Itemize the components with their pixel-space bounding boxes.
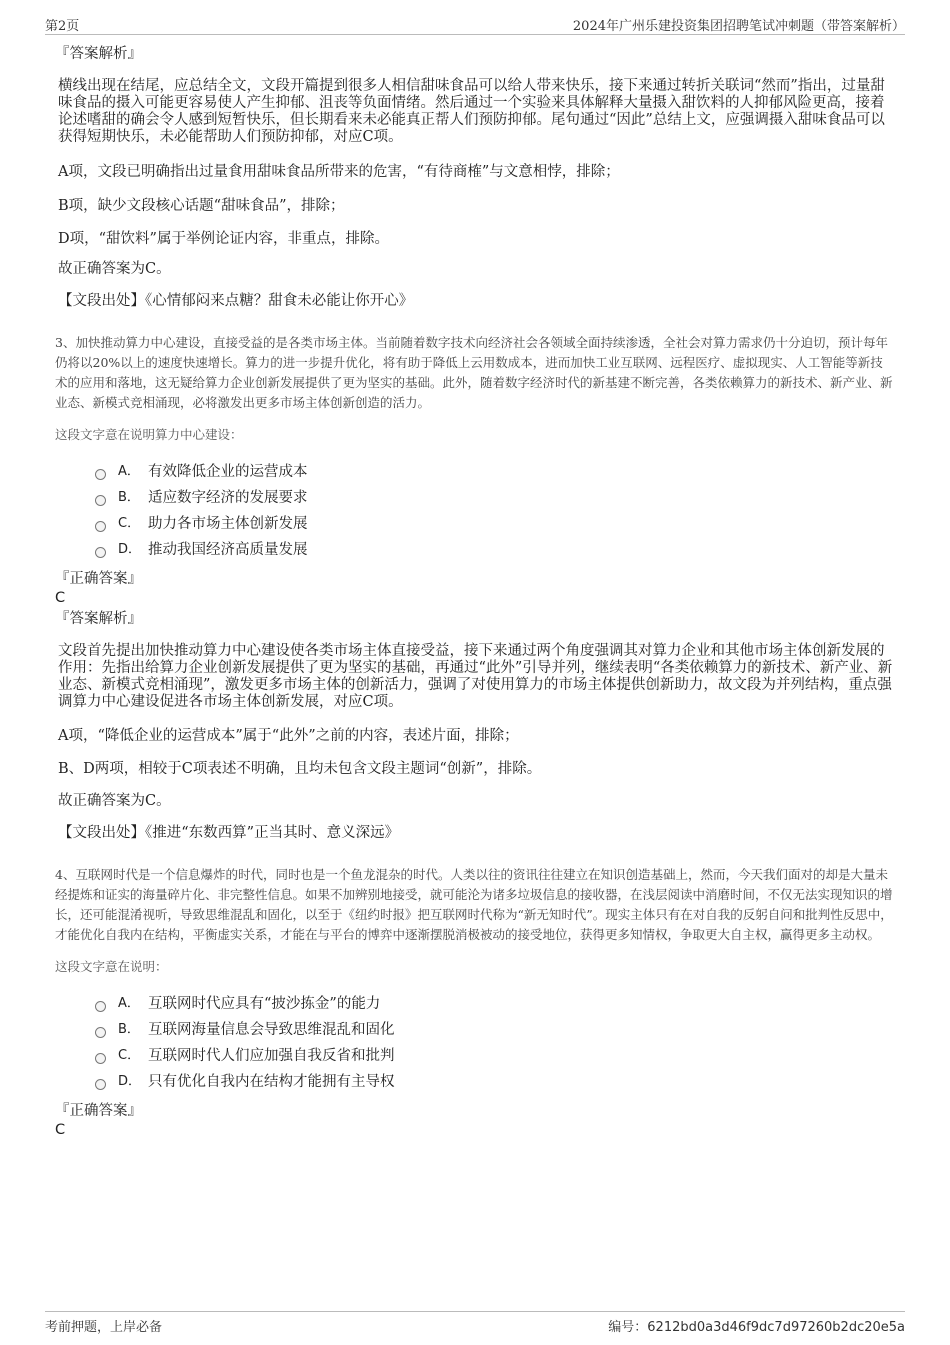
option-letter: D． [118,542,142,557]
option-text: 推动我国经济高质量发展 [148,542,308,558]
option-text: 助力各市场主体创新发展 [148,516,308,532]
option-letter: C． [118,1048,141,1063]
analysis-explanation: 横线出现在结尾，应总结全文，文段开篇提到很多人相信甜味食品可以给人带来快乐，接下来通过转折关联词“然而”指出，过量甜味食品的摄入可能更容易使人产生抑郁、沮丧等负面情绪。然后通过一个实验来具体解释大量摄入甜饮料的人抑郁风险更高，接着论述嗜甜的确会令人感到短暂快乐，但长期看来未必能真正帮人们预防抑郁。尾句通过“因此”总结上文，应强调摄入甜味食品可以获得短期快乐，未必能帮助人们预防抑郁，对应C项。 [58,78,885,145]
radio-icon[interactable] [95,1027,106,1038]
question-4-text: 4、互联网时代是一个信息爆炸的时代，同时也是一个鱼龙混杂的时代。人类以往的资讯往往建立在知识创造基础上，然而，今天我们面对的却是大量未经提炼和证实的海量碎片化、非完整性信息。如果不加辨别地接受，就可能沦为诸多垃圾信息的接收器，在浅层阅读中消磨时间，不仅无法实现知识的增长，还可能混淆视听，导致思维混乱和固化，以至于《纽约时报》把互联网时代称为“新无知时代”。现实主体只有在对自我的反躬自问和批判性反思中，才能优化自我内在结构，平衡虚实关系，才能在与平台的博弈中逐渐摆脱消极被动的接受地位，获得更多知情权，争取更大自主权，赢得更多主动权。 [55,867,893,942]
source-citation: 【文段出处】《心情郁闷来点糖？甜食未必能让你开心》 [58,293,414,309]
radio-icon[interactable] [95,469,106,480]
option-letter: A． [118,996,140,1011]
correct-answer: C [55,590,66,606]
footer-slogan: 考前押题，上岸必备 [45,1320,163,1335]
option-a[interactable] [95,459,895,485]
analysis-explanation: 文段首先提出加快推动算力中心建设使各类市场主体直接受益，接下来通过两个角度强调其对算力企业和其他市场主体创新发展的作用：先指出给算力企业创新发展提供了更为坚实的基础，再通过“此外”引导并列，继续表明“各类依赖算力的新技术、新产业、新业态、新模式竞相涌现”，激发更多市场主体的创新活力，强调了对使用算力的市场主体提供创新助力，故文段为并列结构，重点强调算力中心建设促进各市场主体创新发展，对应C项。 [58,643,893,710]
source-citation: 【文段出处】《推进“东数西算”正当其时、意义深远》 [58,825,400,841]
option-text: 只有优化自我内在结构才能拥有主导权 [148,1074,395,1090]
correct-answer-label: 『正确答案』 [55,1103,142,1119]
radio-icon[interactable] [95,547,106,558]
option-b[interactable] [95,1017,895,1043]
option-c[interactable] [95,1043,895,1069]
analysis-label: 『答案解析』 [55,611,142,627]
document-code: 编号：6212bd0a3d46f9dc7d97260b2dc20e5a [608,1320,905,1335]
question-3-options [95,459,895,563]
page-content [55,44,895,1139]
analysis-note: B、D两项，相较于C项表述不明确，且均未包含文段主题词“创新”，排除。 [58,761,542,777]
final-answer-note: 故正确答案为C。 [58,793,171,809]
analysis-note: A项，文段已明确指出过量食用甜味食品所带来的危害，“有待商榷”与文意相悖，排除； [58,164,620,180]
page-footer [45,1311,905,1338]
radio-icon[interactable] [95,1053,106,1064]
page-number: 第2页 [45,19,80,34]
analysis-note: A项，“降低企业的运营成本”属于“此外”之前的内容，表述片面，排除； [58,728,519,744]
option-d[interactable] [95,537,895,563]
analysis-note: B项，缺少文段核心话题“甜味食品”，排除； [58,198,345,214]
option-letter: A． [118,464,140,479]
question-4-options [95,991,895,1095]
document-title: 2024年广州乐建投资集团招聘笔试冲刺题（带答案解析） [572,19,905,34]
option-c[interactable] [95,511,895,537]
option-letter: B． [118,1022,140,1037]
correct-answer: C [55,1122,66,1138]
question-3-text: 3、加快推动算力中心建设，直接受益的是各类市场主体。当前随着数字技术向经济社会各领域全面持续渗透，全社会对算力需求仍十分迫切，预计每年仍将以20%以上的速度快速增长。算力的进一步提升优化，将有助于降低上云用数成本，进而加快工业互联网、远程医疗、虚拟现实、人工智能等新技术的应用和落地，这无疑给算力企业创新发展提供了更为坚实的基础。此外，随着数字经济时代的新基建不断完善，各类依赖算力的新技术、新产业、新业态、新模式竞相涌现，必将激发出更多市场主体创新创造的活力。 [55,335,893,410]
analysis-note: D项，“甜饮料”属于举例论证内容，非重点，排除。 [58,231,389,247]
question-4-prompt: 这段文字意在说明： [55,959,168,974]
option-d[interactable] [95,1069,895,1095]
radio-icon[interactable] [95,495,106,506]
option-a[interactable] [95,991,895,1017]
option-b[interactable] [95,485,895,511]
analysis-label: 『答案解析』 [55,46,142,62]
page-header [45,12,905,35]
option-letter: C． [118,516,141,531]
question-3-prompt: 这段文字意在说明算力中心建设： [55,427,243,442]
radio-icon[interactable] [95,1079,106,1090]
option-text: 互联网海量信息会导致思维混乱和固化 [148,1022,395,1038]
option-letter: B． [118,490,140,505]
final-answer-note: 故正确答案为C。 [58,261,171,277]
option-text: 适应数字经济的发展要求 [148,490,308,506]
radio-icon[interactable] [95,521,106,532]
correct-answer-label: 『正确答案』 [55,571,142,587]
option-text: 有效降低企业的运营成本 [148,464,308,480]
option-text: 互联网时代应具有“披沙拣金”的能力 [148,996,381,1012]
option-letter: D． [118,1074,142,1089]
radio-icon[interactable] [95,1001,106,1012]
option-text: 互联网时代人们应加强自我反省和批判 [148,1048,395,1064]
